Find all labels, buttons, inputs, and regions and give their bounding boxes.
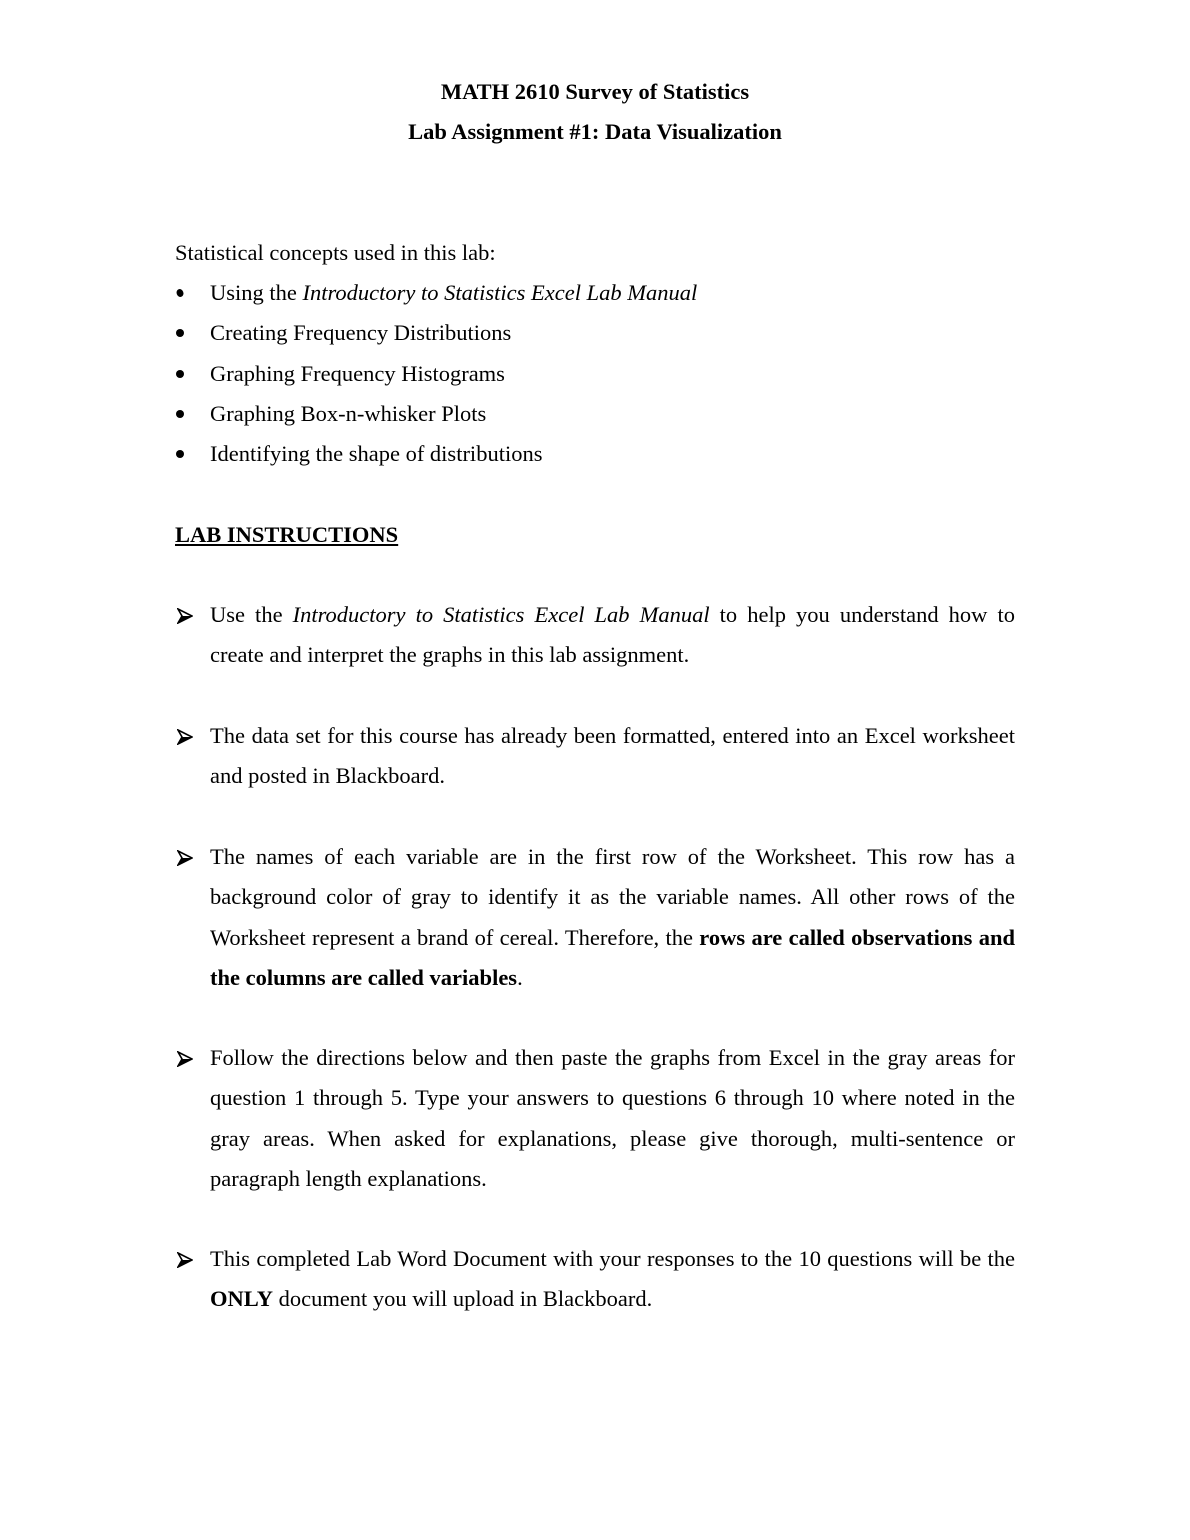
list-item: [175, 440, 697, 480]
concepts-intro: Statistical concepts used in this lab:: [175, 240, 496, 265]
emphasis-text: rows are called observations and the columns are called variables: [210, 924, 1015, 990]
course-title: MATH 2610 Survey of Statistics: [440, 79, 750, 104]
concept-text: Graphing Box-n-whisker Plots: [210, 400, 487, 426]
arrowhead-bullet-icon: [177, 608, 193, 624]
instruction-item: [175, 1245, 1015, 1326]
concept-text: Using the: [210, 280, 303, 305]
instruction-text: Use the Introductory to Statistics Excel Lab Manual to help you understand how to create and interpret the graphs in this lab assignment.: [210, 602, 1015, 668]
list-item: [175, 400, 697, 440]
assignment-title: Lab Assignment #1: Data Visualization: [408, 119, 782, 144]
instruction-text: This completed Lab Word Document with your responses to the 10 questions will be the ONLY document you will upload in Blackboard.: [210, 1246, 1015, 1312]
list-item: [175, 279, 697, 319]
manual-title: Introductory to Statistics Excel Lab Manual: [292, 602, 710, 627]
list-item: [175, 319, 697, 359]
arrowhead-bullet-icon: [177, 1252, 193, 1268]
concept-text: Creating Frequency Distributions: [210, 320, 512, 346]
instruction-item: [175, 601, 1015, 682]
emphasis-text: ONLY: [210, 1286, 273, 1312]
bullet-icon: [175, 288, 184, 298]
bullet-icon: [176, 370, 184, 378]
concepts-list: [175, 279, 697, 480]
concept-text: Graphing Frequency Histograms: [210, 360, 505, 386]
list-item: [175, 360, 697, 400]
arrowhead-bullet-icon: [177, 1051, 193, 1067]
instruction-text: The names of each variable are in the first row of the Worksheet. This row has a background color of gray to identify it as the variable names. All other rows of the Worksheet represent a brand of cereal. Therefore, the rows are called observations and the columns are called variables.: [210, 844, 1015, 990]
instruction-text: Follow the directions below and then paste the graphs from Excel in the gray areas for question 1 through 5. Type your answers to questions 6 through 10 where noted in the gray areas. When asked for explanations, please give thorough, multi-sentence or paragraph length explanations.: [210, 1045, 1015, 1191]
bullet-icon: [176, 450, 184, 458]
instruction-item: [175, 722, 1015, 803]
manual-title: Introductory to Statistics Excel Lab Manual: [302, 280, 698, 305]
arrowhead-bullet-icon: [177, 850, 193, 866]
arrowhead-bullet-icon: [177, 729, 193, 745]
bullet-icon: [176, 410, 184, 418]
instruction-text: The data set for this course has already been formatted, entered into an Excel worksheet and posted in Blackboard.: [210, 723, 1015, 789]
bullet-icon: [176, 329, 184, 337]
lab-instructions-heading: LAB INSTRUCTIONS: [175, 522, 399, 547]
concept-text: Identifying the shape of distributions: [210, 441, 543, 467]
instruction-item: [175, 1044, 1015, 1205]
instruction-item: [175, 843, 1015, 1004]
